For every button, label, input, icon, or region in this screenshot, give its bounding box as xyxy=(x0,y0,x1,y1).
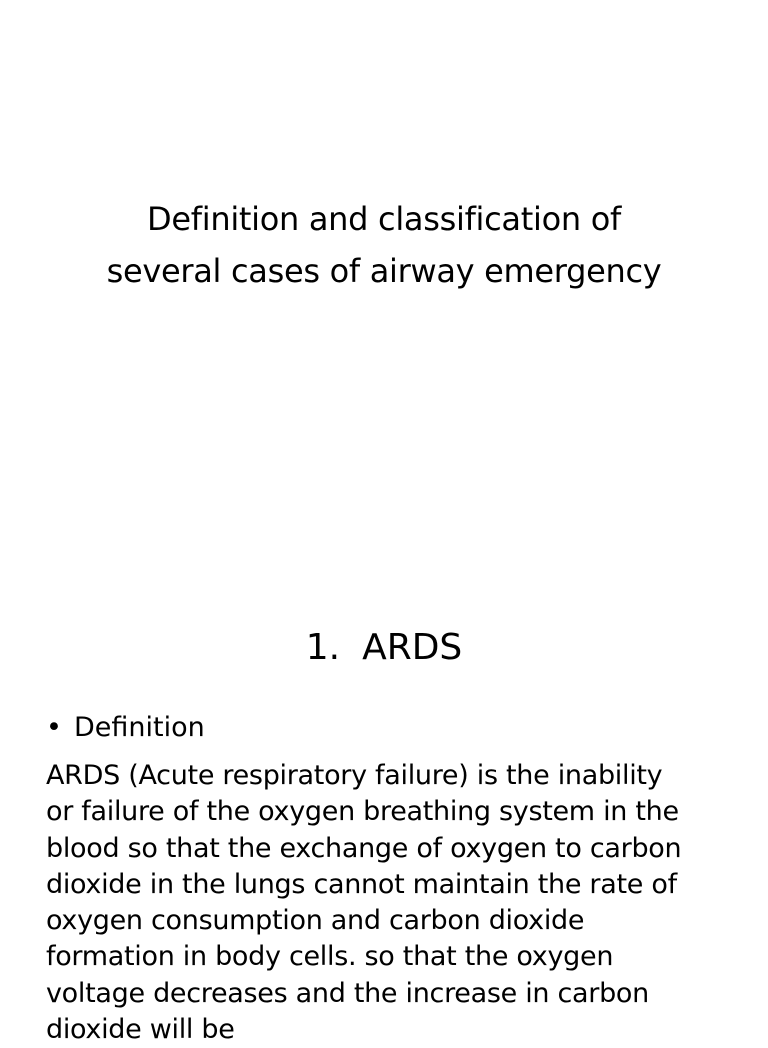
slide-title-line-2: several cases of airway emergency xyxy=(106,252,662,290)
paragraph-line: ARDS (Acute respiratory failure) is the inability xyxy=(46,760,663,791)
paragraph-line: or failure of the oxygen breathing system in the xyxy=(46,796,679,828)
section-title-text: ARDS xyxy=(362,627,463,668)
definition-paragraph xyxy=(46,758,746,1048)
bullet-icon: • xyxy=(46,712,62,743)
slide-2 xyxy=(0,560,768,1046)
paragraph-line: dioxide will be xyxy=(46,1014,235,1046)
paragraph-line: blood so that the exchange of oxygen to carbon xyxy=(46,832,682,864)
paragraph-line: dioxide in the lungs cannot maintain the rate of xyxy=(46,868,677,900)
paragraph-line: voltage decreases and the increase in carbon xyxy=(46,977,649,1009)
bullet-item-definition xyxy=(46,708,205,748)
section-title xyxy=(0,622,768,674)
slide-title xyxy=(40,193,728,297)
paragraph-line: oxygen consumption and carbon dioxide xyxy=(46,905,585,937)
slide-title-line-1: Definition and classification of xyxy=(147,200,621,238)
section-number: 1. xyxy=(305,627,341,668)
bullet-label: Definition xyxy=(74,712,205,743)
paragraph-line: formation in body cells. so that the oxygen xyxy=(46,941,614,973)
